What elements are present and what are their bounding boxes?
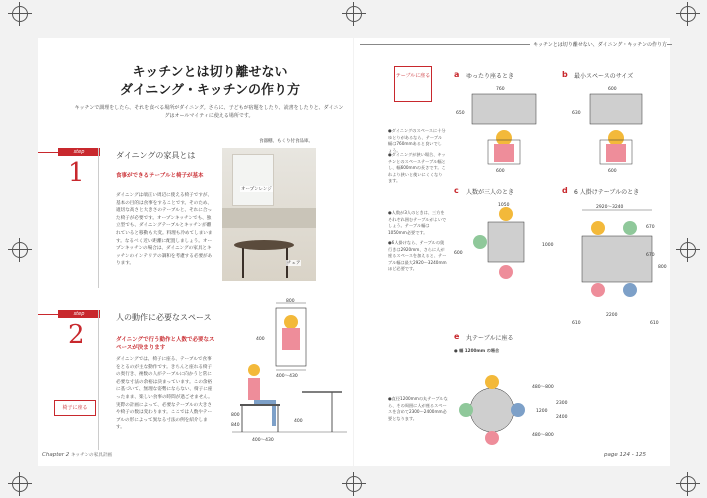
note-d: ●6人掛けなら、テーブルの奥行きは2920mm、さらに人が座るスペースを加えると、テーブル幅は最大2920〜3240mmほど必要です。	[388, 240, 447, 272]
dim-text: 650	[456, 111, 465, 116]
dim-text: 480〜800	[532, 433, 554, 438]
dim-text: 400〜430	[252, 438, 274, 443]
step-2-body: ダイニングでは、椅子に座る、テーブルで食事をとるのが主な動作です。きちんと座れる椅子の奥行き、複数の人がテーブルに向かうと常に必要な寸法の余裕は決まっています。この余裕に基づいて、無理な姿勢にならない、椅子に座ったまま、楽しい食事の時間が過ごせません。実際の計画によって、必要なテーブルの大きさや椅子の数は変わります。ここでは人数やテーブルの形によって異なる寸法の例を紹介します。	[116, 357, 213, 431]
step-1-marker	[58, 148, 100, 188]
dim-text: 400〜430	[276, 374, 298, 379]
dim-text: 1000	[542, 243, 554, 248]
dim-text: 2920〜3240	[596, 205, 624, 210]
photo-label-range: オープンレンジ	[241, 187, 272, 192]
dim-text: 400	[256, 337, 265, 342]
note-c: ●人数が3人のときは、三方をそれぞれ囲むテーブルがよいでしょう。テーブル幅は1050mm必要です。	[388, 210, 447, 235]
note-a: ●ダイニングのスペースに十分ゆとりがあるなら、テーブル幅は760mmあると良いでしょう。	[388, 128, 446, 153]
section-a-title: ゆったり座るとき	[466, 73, 514, 80]
diagram-b	[568, 82, 668, 172]
round-table-subhead: ● 幅 1200mm の場合	[454, 348, 500, 353]
dim-text: 610	[572, 321, 581, 326]
step-1-heading: ダイニングの家具とは	[116, 151, 196, 160]
step-tag: step	[58, 148, 100, 156]
footer-page: page 124 - 125	[604, 452, 646, 458]
photo-caption: 食器棚、もくり付食品庫。	[259, 139, 313, 144]
chair-diagram	[232, 300, 352, 450]
diagram-e	[452, 358, 572, 448]
dim-text: 480〜800	[532, 385, 554, 390]
dim-text: 1200	[536, 409, 548, 414]
counter-shape	[222, 208, 316, 228]
side-tab-chair: 椅子に座る	[54, 400, 96, 416]
step-2-marker	[58, 310, 100, 350]
dim-text: 610	[650, 321, 659, 326]
diagram-c	[452, 198, 562, 298]
dim-text: 600	[608, 169, 617, 174]
crop-mark	[12, 476, 28, 492]
section-e-title: 丸テーブルに座る	[466, 335, 514, 342]
crop-mark	[680, 476, 696, 492]
page-title	[100, 64, 320, 100]
dim-text: 800	[231, 413, 240, 418]
section-d-letter: d	[562, 186, 568, 195]
step-divider	[98, 148, 99, 288]
step-2-subheading: ダイニングで行う動作と人数で必要なスペースが決まります	[116, 337, 215, 351]
crop-mark	[12, 6, 28, 22]
dim-text: 840	[231, 423, 240, 428]
step-1-subheading: 食事ができるテーブルと椅子が基本	[116, 173, 204, 179]
step-2-heading: 人の動作に必要なスペース	[116, 313, 212, 322]
dim-text: 2300	[556, 401, 568, 406]
chair-leg	[242, 248, 244, 278]
crop-mark	[346, 476, 362, 492]
note-b: ●ダイニングが狭い場合、キッチンとのスペーステーブル幅とし、幅600mmの長さです。これより狭いと使いにくくなります。	[388, 152, 446, 184]
step-tag: step	[58, 310, 100, 318]
dim-text: 600	[496, 169, 505, 174]
section-b-letter: b	[562, 70, 568, 79]
crop-mark	[12, 242, 28, 258]
dim-text: 600	[608, 87, 617, 92]
title-line-2: ダイニング・キッチンの作り方	[119, 83, 301, 98]
crop-mark	[680, 6, 696, 22]
dim-text: 1050	[498, 203, 510, 208]
chair-top-view	[256, 298, 306, 379]
section-e-letter: e	[454, 332, 460, 341]
dim-text: 2400	[556, 415, 568, 420]
footer-chapter-sub: キッチンの家具計画	[71, 453, 113, 458]
running-header: キッチンとは切り離せない、ダイニング・キッチンの作り方	[530, 41, 667, 48]
title-line-1: キッチンとは切り離せない	[132, 65, 288, 80]
kitchen-photo	[222, 148, 316, 281]
diagram-d	[562, 204, 674, 330]
section-d-title: 6 人掛けテーブルのとき	[574, 189, 640, 196]
note-e: ●直径1200mmの丸テーブルなら、その周囲に人が座るスペースを含めて2300〜2400mm必要となります。	[388, 396, 448, 421]
dim-text: 670	[646, 225, 655, 230]
diagram-a	[452, 82, 552, 172]
footer-chapter: Chapter 2	[42, 452, 70, 458]
step-1-body: ダイニングは端正い周辺に使える椅子ですが、基本の目的は食事をすることです。そのため、適切な高さと大きさのテーブルと、それに合った椅子が必要です。オープンキッチンでも、独立型でも、ダイニングテーブルとキッチンが離れていると移動も大変。料理も冷めてしまいます。なるべく近い距離に配置しましょう。オープンキッチンの場合は、ダイニングの家具とキッチンのインテリアの調和を考慮する必要があります。	[116, 193, 213, 267]
dim-text: 800	[658, 265, 667, 270]
dim-text: 600	[454, 251, 463, 256]
crop-mark	[346, 6, 362, 22]
dim-text: 400	[294, 419, 303, 424]
section-b-title: 最小スペースのサイズ	[574, 73, 634, 80]
section-c-letter: c	[454, 186, 459, 195]
step-divider	[98, 310, 99, 450]
dim-text: 800	[286, 299, 295, 304]
footer-left	[42, 452, 112, 458]
dim-text: 760	[496, 87, 505, 92]
dim-text: 2200	[606, 313, 618, 318]
side-tab-table: テーブルに座る	[394, 66, 432, 102]
window-shape	[232, 154, 274, 206]
section-c-title: 人数が三人のとき	[466, 189, 515, 196]
dim-text: 630	[572, 111, 581, 116]
section-a-letter: a	[454, 70, 460, 79]
intro-text: キッチンで調理をしたら、それを食べる場所がダイニング。さらに、子どもが宿題をしたり、読書をしたりと、ダイニングはオールマイティに使える場所です。	[74, 105, 344, 119]
step-number: 2	[68, 320, 85, 350]
dim-text: 670	[646, 253, 655, 258]
step-number: 1	[68, 158, 85, 188]
crop-mark	[680, 242, 696, 258]
photo-label-chair: チェア	[287, 261, 301, 266]
